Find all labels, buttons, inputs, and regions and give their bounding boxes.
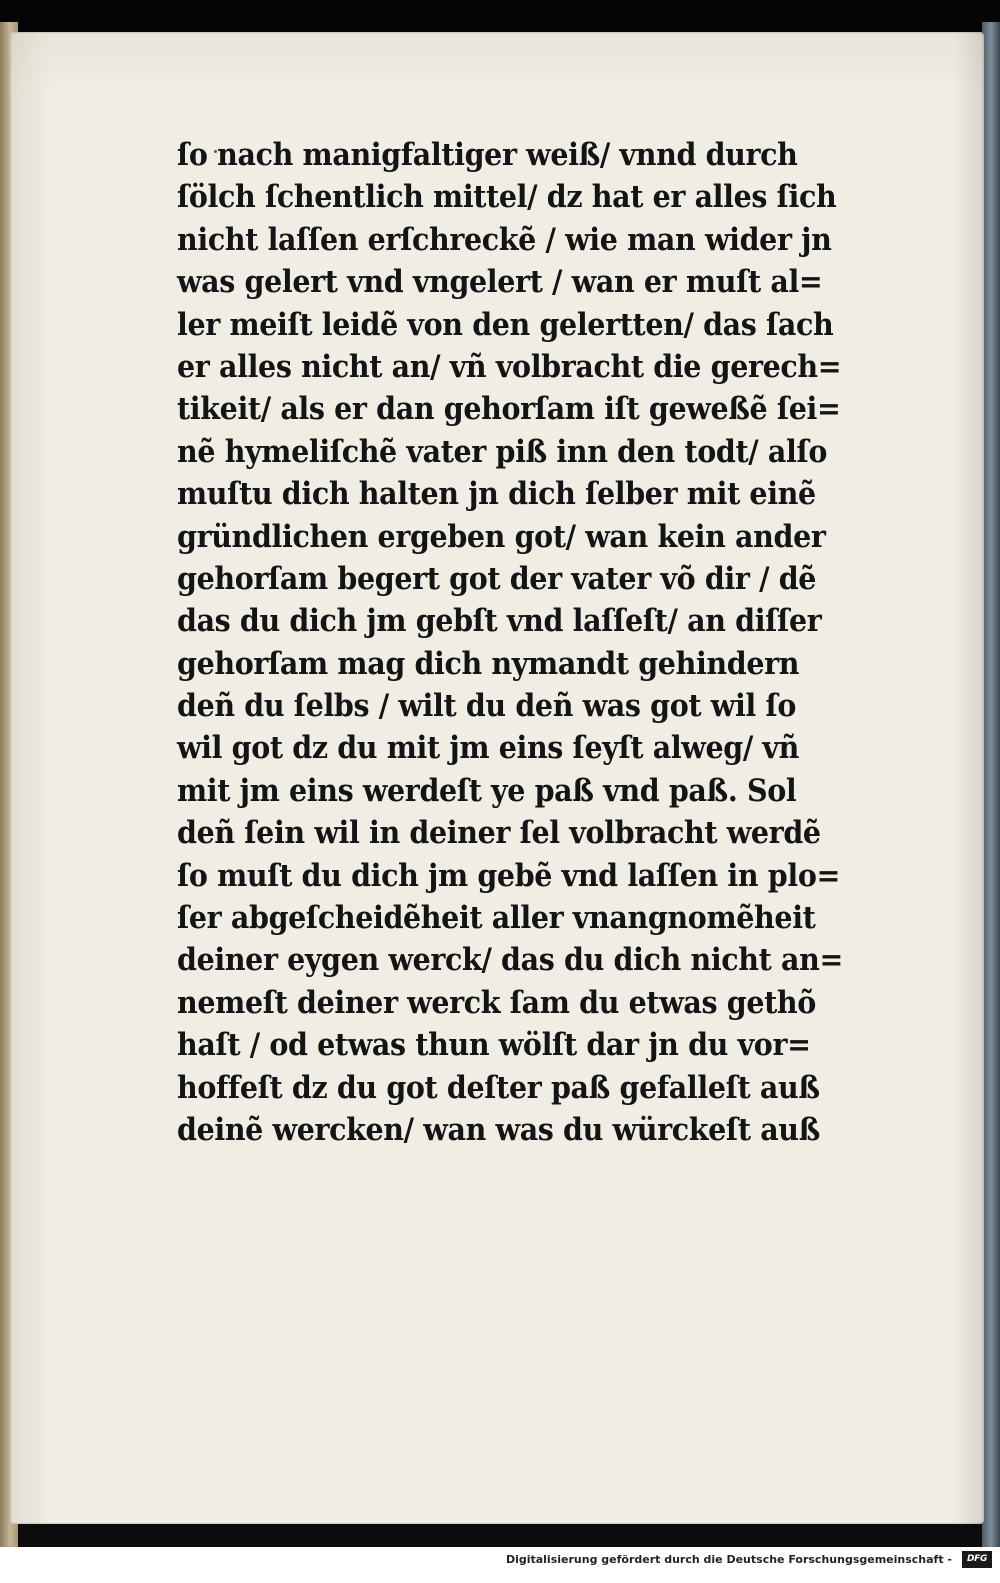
text-line: ſer abgeſcheidẽheit aller vnangnomẽheit (177, 900, 816, 937)
text-line: deiner eygen werck/ das du dich nicht an= (177, 942, 844, 979)
dfg-logo-icon: DFG (962, 1551, 992, 1568)
text-line: deinẽ wercken/ wan was du würckeſt auß (177, 1111, 820, 1148)
text-line: ſo nach manigfaltiger weiß/ vnnd durch (177, 137, 798, 173)
text-line: hoffeſt dz du got deſter paß gefalleſt auß (177, 1069, 820, 1106)
funding-credit: Digitalisierung gefördert durch die Deutsche Forschungsgemeinschaft - (505, 1553, 952, 1566)
text-line: er alles nicht an/ vñ volbracht die gerech= (177, 348, 842, 385)
text-line: haſt / od etwas thun wölſt dar jn du vor= (177, 1027, 811, 1064)
text-line: nemeſt deiner werck ſam du etwas gethõ (177, 984, 816, 1021)
text-line: nicht laſſen erſchreckẽ / wie man wider jn (177, 221, 832, 258)
text-line: mit jm eins werdeſt ye paß vnd paß. Sol (177, 772, 797, 809)
text-line: ler meiſt leidẽ von den gelertten/ das ſach (177, 306, 834, 343)
text-line: wil got dz du mit jm eins ſeyſt alweg/ vñ (177, 730, 800, 767)
text-line: gehorſam mag dich nymandt gehindern (177, 645, 800, 682)
scan-top-edge (0, 0, 1000, 32)
text-line: muſtu dich halten jn dich ſelber mit einẽ (177, 476, 816, 513)
right-cover-board (982, 22, 1000, 1547)
text-line: tikeit/ als er dan gehorſam iſt geweßẽ ſei= (177, 391, 841, 428)
text-line: deñ du ſelbs / wilt du deñ was got wil ſo (177, 688, 797, 725)
text-line: deñ ſein wil in deiner ſel volbracht werdẽ (177, 815, 821, 852)
text-block (177, 134, 902, 1151)
text-line: ſo muſt du dich jm gebẽ vnd laſſen in plo= (177, 857, 841, 894)
text-line: was gelert vnd vngelert / wan er muſt al= (177, 264, 823, 301)
text-line: gehorſam begert got der vater võ dir / dẽ (177, 560, 817, 597)
text-line: gründlichen ergeben got/ wan kein ander (177, 518, 826, 555)
text-line: ſölch ſchentlich mittel/ dz hat er alles ſich (177, 179, 837, 216)
text-line: nẽ hymeliſchẽ vater piß inn den todt/ alſo (177, 433, 828, 470)
text-line: das du dich jm gebſt vnd laſſeſt/ an diſſer (177, 603, 822, 640)
